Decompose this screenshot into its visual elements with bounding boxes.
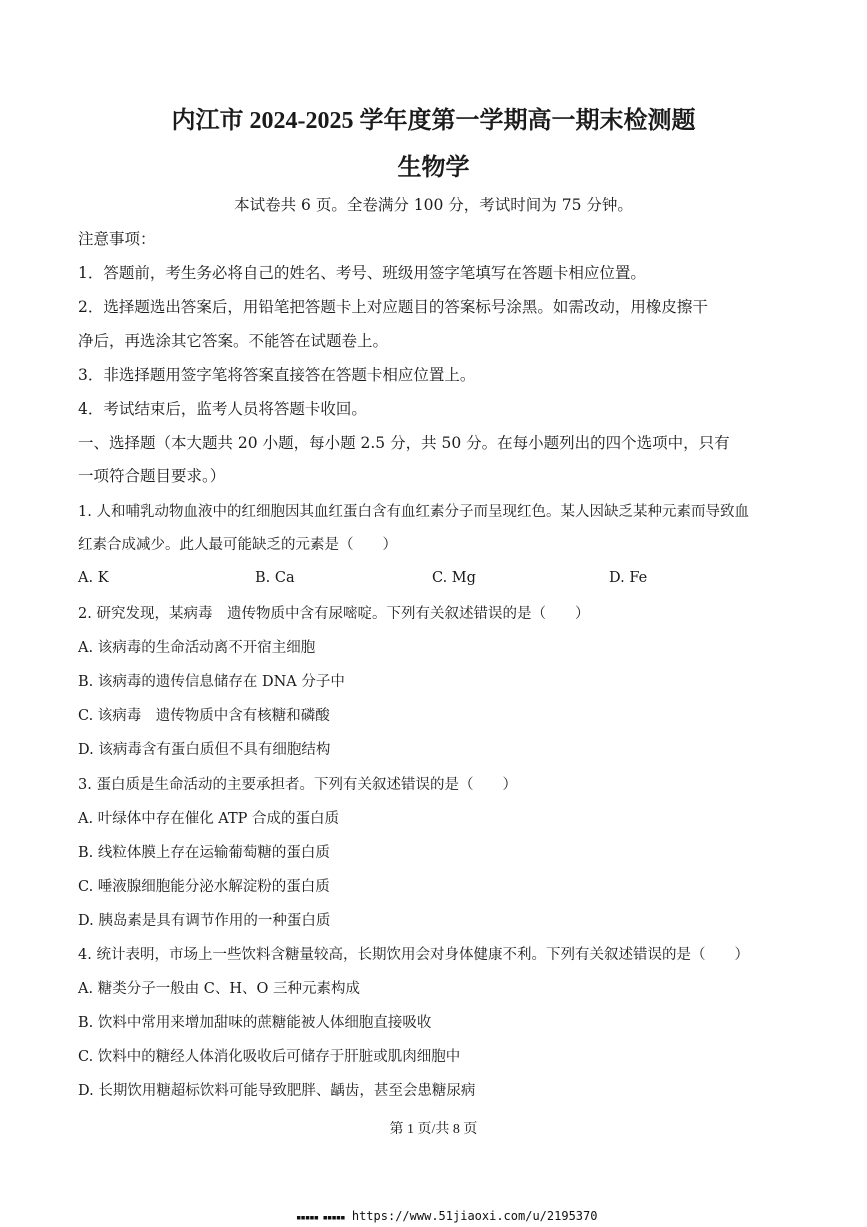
exam-subject: 生物学 [397,155,470,181]
notice-item-4: 4．考试结束后，监考人员将答题卡收回。 [78,400,367,418]
q1-option-b: B. Ca [255,570,295,586]
q4-option-b: B. 饮料中常用来增加甜味的蔗糖能被人体细胞直接吸收 [78,1015,432,1031]
notice-item-1: 1．答题前，考生务必将自己的姓名、考号、班级用签字笔填写在答题卡相应位置。 [78,264,646,282]
q1-option-d: D. Fe [609,570,648,586]
q4-option-c: C. 饮料中的糖经人体消化吸收后可储存于肝脏或肌肉细胞中 [78,1049,461,1065]
q1-option-c: C. Mg [432,570,476,586]
q2-stem: 2. 研究发现，某病毒 遗传物质中含有尿嘧啶。下列有关叙述错误的是（ ） [78,606,590,622]
exam-title: 内江市 2024-2025 学年度第一学期高一期末检测题 [171,108,696,134]
section-heading: 一、选择题（本大题共 20 小题，每小题 2.5 分，共 50 分。在每小题列出的四个选项中，只有 [78,434,730,452]
section-heading-cont: 一项符合题目要求。） [78,467,226,485]
watermark [296,1209,597,1223]
watermark-url[interactable]: https://www.51jiaoxi.com/u/2195370 [351,1209,598,1223]
q1-option-a: A. K [78,570,109,586]
q1-stem: 1. 人和哺乳动物血液中的红细胞因其血红蛋白含有血红素分子而呈现红色。某人因缺乏某种元素而导致血 [78,504,749,520]
q4-option-d: D. 长期饮用糖超标饮料可能导致肥胖、龋齿，甚至会患糖尿病 [78,1083,476,1099]
q3-option-d: D. 胰岛素是具有调节作用的一种蛋白质 [78,913,331,929]
q2-option-a: A. 该病毒的生命活动离不开宿主细胞 [78,640,316,656]
notice-heading: 注意事项： [78,230,156,248]
q3-stem: 3. 蛋白质是生命活动的主要承担者。下列有关叙述错误的是（ ） [78,777,517,793]
q2-option-c: C. 该病毒 遗传物质中含有核糖和磷酸 [78,708,330,724]
notice-item-2: 2．选择题选出答案后，用铅笔把答题卡上对应题目的答案标号涂黑。如需改动，用橡皮擦干 [78,298,708,316]
q3-option-a: A. 叶绿体中存在催化 ATP 合成的蛋白质 [78,811,340,827]
q4-option-a: A. 糖类分子一般由 C、H、O 三种元素构成 [78,981,361,997]
notice-item-3: 3．非选择题用签字笔将答案直接答在答题卡相应位置上。 [78,366,476,384]
notice-item-2-cont: 净后，再选涂其它答案。不能答在试题卷上。 [78,332,389,350]
q3-option-c: C. 唾液腺细胞能分泌水解淀粉的蛋白质 [78,879,330,895]
q2-option-b: B. 该病毒的遗传信息储存在 DNA 分子中 [78,674,345,690]
q2-option-d: D. 该病毒含有蛋白质但不具有细胞结构 [78,742,331,758]
exam-info: 本试卷共 6 页。全卷满分 100 分，考试时间为 75 分钟。 [234,196,633,214]
page-number: 第 1 页/共 8 页 [389,1122,478,1137]
watermark-dots: ▪▪▪▪▪ ▪▪▪▪▪ [296,1213,345,1223]
q4-stem: 4. 统计表明，市场上一些饮料含糖量较高，长期饮用会对身体健康不利。下列有关叙述错误的是（ ） [78,947,749,963]
q1-stem-cont: 红素合成减少。此人最可能缺乏的元素是（ ） [78,537,397,553]
q3-option-b: B. 线粒体膜上存在运输葡萄糖的蛋白质 [78,845,330,861]
